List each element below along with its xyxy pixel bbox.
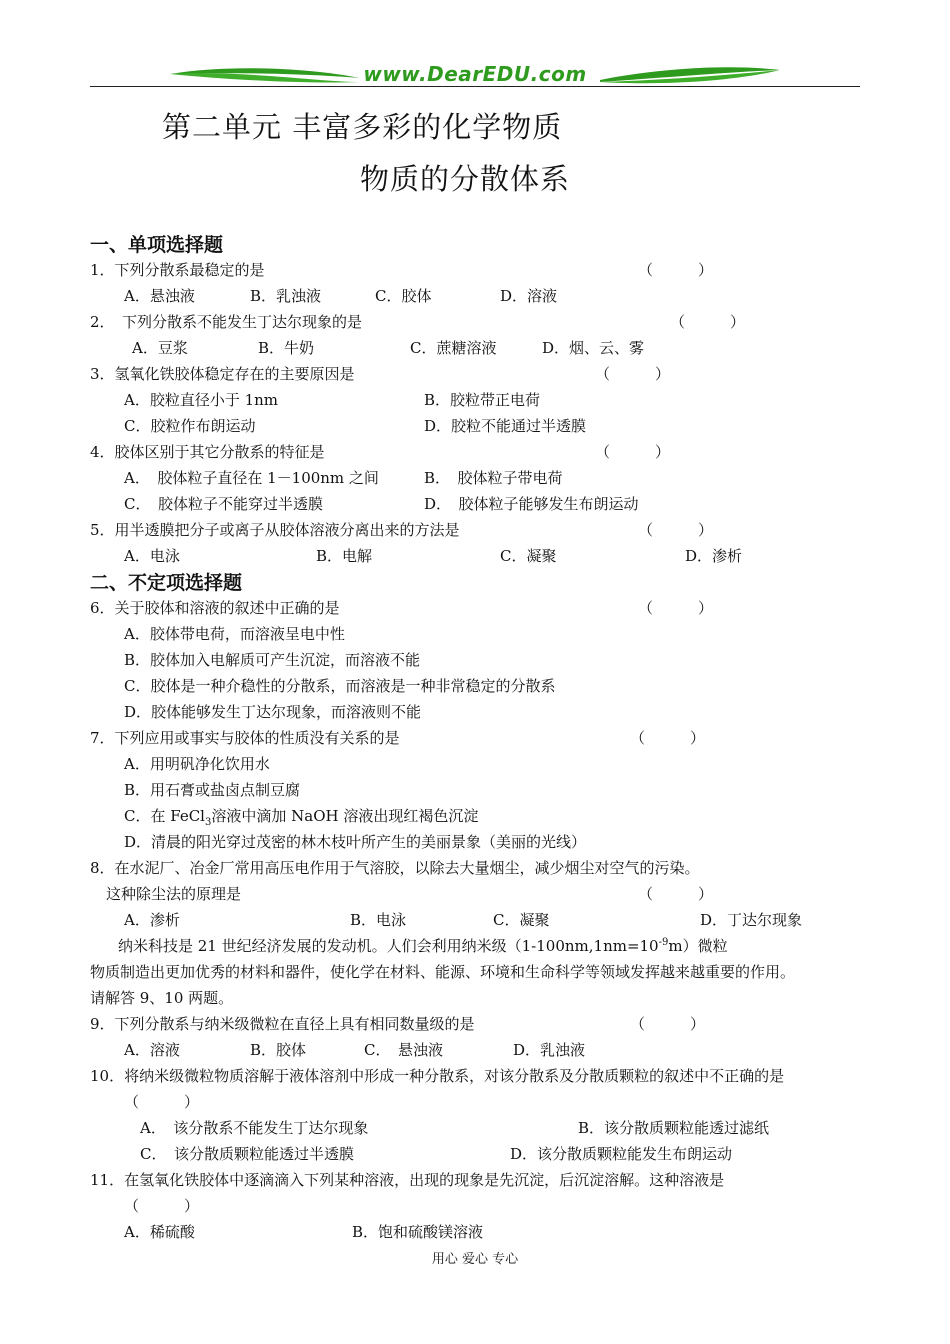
question-9-option-a: A．溶液 [124, 1041, 180, 1059]
question-7-option-c [124, 805, 478, 828]
section-heading-single-choice: 一、单项选择题 [90, 234, 224, 256]
question-2-option-b: B．牛奶 [258, 339, 315, 357]
question-6-option-b: B．胶体加入电解质可产生沉淀，而溶液不能 [124, 651, 421, 669]
question-3-answer-blank: （ ） [595, 365, 671, 383]
nano-intro-line-1-post: m）微粒 [668, 937, 728, 955]
question-6-option-d: D．胶体能够发生丁达尔现象，而溶液则不能 [124, 703, 422, 721]
question-1-option-a: A．悬浊液 [124, 287, 195, 305]
question-9-answer-blank: （ ） [630, 1015, 706, 1033]
site-logo [170, 60, 780, 94]
question-9-stem: 9．下列分散系与纳米级微粒在直径上具有相同数量级的是 [90, 1015, 475, 1033]
question-8-stem: 8．在水泥厂、冶金厂常用高压电作用于气溶胶，以除去大量烟尘，减少烟尘对空气的污染。 [90, 859, 700, 877]
header-rule [90, 86, 860, 87]
question-4-option-a: A． 胶体粒子直径在 1－100nm 之间 [124, 469, 379, 487]
question-5-option-c: C．凝聚 [500, 547, 557, 565]
question-2-stem: 2． 下列分散系不能发生丁达尔现象的是 [90, 313, 363, 331]
question-11-answer-blank: （ ） [124, 1197, 200, 1215]
section-heading-multi-choice: 二、不定项选择题 [90, 572, 243, 594]
question-1-answer-blank: （ ） [638, 261, 714, 279]
question-4-stem: 4．胶体区别于其它分散系的特征是 [90, 443, 325, 461]
page-subtitle: 物质的分散体系 [360, 162, 571, 196]
page-title: 第二单元 丰富多彩的化学物质 [162, 110, 563, 144]
question-10-option-d: D．该分散质颗粒能发生布朗运动 [510, 1145, 733, 1163]
question-5-option-b: B．电解 [316, 547, 373, 565]
question-2-answer-blank: （ ） [670, 313, 746, 331]
question-8-option-c: C．凝聚 [493, 911, 550, 929]
question-4-option-c: C． 胶体粒子不能穿过半透膜 [124, 495, 323, 513]
question-9-option-b: B．胶体 [250, 1041, 307, 1059]
question-3-option-b: B．胶粒带正电荷 [424, 391, 541, 409]
question-3-stem: 3．氢氧化铁胶体稳定存在的主要原因是 [90, 365, 355, 383]
question-1-option-b: B．乳浊液 [250, 287, 322, 305]
question-8-answer-blank: （ ） [638, 885, 714, 903]
question-7-option-a: A．用明矾净化饮用水 [124, 755, 270, 773]
question-10-option-a: A． 该分散系不能发生丁达尔现象 [140, 1119, 369, 1137]
question-8-option-b: B．电泳 [350, 911, 407, 929]
question-8-option-a: A．渗析 [124, 911, 180, 929]
question-5-option-d: D．渗析 [685, 547, 743, 565]
question-11-option-a: A．稀硫酸 [124, 1223, 195, 1241]
question-3-option-a: A．胶粒直径小于 1nm [124, 391, 279, 409]
question-7-option-b: B．用石膏或盐卤点制豆腐 [124, 781, 301, 799]
question-7-option-c-subscript: 3 [204, 817, 212, 828]
question-9-option-d: D．乳浊液 [513, 1041, 586, 1059]
question-10-option-b: B．该分散质颗粒能透过滤纸 [578, 1119, 770, 1137]
question-3-option-d: D．胶粒不能通过半透膜 [424, 417, 587, 435]
question-1-option-d: D．溶液 [500, 287, 558, 305]
question-7-option-d: D．清晨的阳光穿过茂密的林木枝叶所产生的美丽景象（美丽的光线） [124, 833, 587, 851]
question-5-option-a: A．电泳 [124, 547, 180, 565]
question-2-option-c: C．蔗糖溶液 [410, 339, 497, 357]
question-10-answer-blank: （ ） [124, 1093, 200, 1111]
question-5-answer-blank: （ ） [638, 521, 714, 539]
question-6-stem: 6．关于胶体和溶液的叙述中正确的是 [90, 599, 340, 617]
question-10-stem: 10．将纳米级微粒物质溶解于液体溶剂中形成一种分散系，对该分散系及分散质颗粒的叙述中不正确的是 [90, 1067, 785, 1085]
question-7-option-c-post: 溶液中滴加 NaOH 溶液出现红褐色沉淀 [211, 807, 479, 825]
question-4-option-b: B． 胶体粒子带电荷 [424, 469, 563, 487]
question-7-option-c-pre: C．在 FeCl [124, 807, 205, 825]
nano-intro-line-2: 物质制造出更加优秀的材料和器件，使化学在材料、能源、环境和生命科学等领域发挥越来越重要的作用。 [90, 963, 796, 981]
nano-intro-line-1 [118, 935, 728, 956]
question-2-option-d: D．烟、云、雾 [542, 339, 645, 357]
question-11-option-b: B．饱和硫酸镁溶液 [352, 1223, 484, 1241]
question-11-stem: 11．在氢氧化铁胶体中逐滴滴入下列某种溶液，出现的现象是先沉淀，后沉淀溶解。这种溶液是 [90, 1171, 725, 1189]
logo-text: www.DearEDU.com [363, 62, 587, 86]
question-8-stem-cont: 这种除尘法的原理是 [106, 885, 242, 903]
question-6-option-c: C．胶体是一种介稳性的分散系，而溶液是一种非常稳定的分散系 [124, 677, 556, 695]
question-6-option-a: A．胶体带电荷，而溶液呈电中性 [124, 625, 345, 643]
nano-intro-line-3: 请解答 9、10 两题。 [90, 989, 234, 1007]
question-10-option-c: C． 该分散质颗粒能透过半透膜 [140, 1145, 354, 1163]
question-1-stem: 1．下列分散系最稳定的是 [90, 261, 265, 279]
question-4-option-d: D． 胶体粒子能够发生布朗运动 [424, 495, 639, 513]
question-6-answer-blank: （ ） [638, 599, 714, 617]
question-4-answer-blank: （ ） [595, 443, 671, 461]
question-7-stem: 7．下列应用或事实与胶体的性质没有关系的是 [90, 729, 400, 747]
question-2-option-a: A．豆浆 [132, 339, 188, 357]
question-9-option-c: C． 悬浊液 [364, 1041, 443, 1059]
nano-intro-line-1-exponent: -9 [658, 937, 669, 948]
nano-intro-line-1-pre: 纳米科技是 21 世纪经济发展的发动机。人们会利用纳米级（1-100nm,1nm=10 [118, 937, 659, 955]
page-footer: 用心 爱心 专心 [431, 1252, 519, 1267]
question-3-option-c: C．胶粒作布朗运动 [124, 417, 256, 435]
question-7-answer-blank: （ ） [630, 729, 706, 747]
question-5-stem: 5．用半透膜把分子或离子从胶体溶液分离出来的方法是 [90, 521, 460, 539]
question-8-option-d: D．丁达尔现象 [700, 911, 803, 929]
question-1-option-c: C．胶体 [375, 287, 432, 305]
